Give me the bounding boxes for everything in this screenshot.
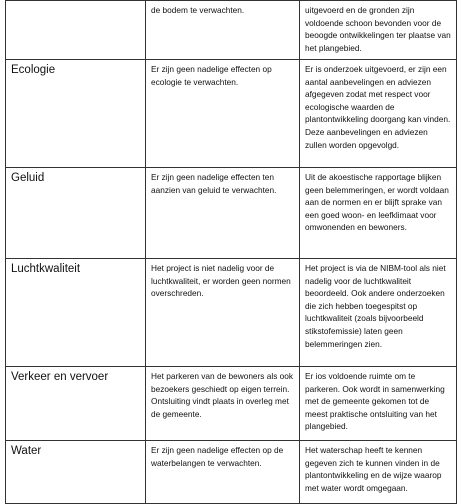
topic-cell: Verkeer en vervoer xyxy=(6,367,146,441)
table-row-water xyxy=(6,441,457,504)
result-cell: Er ios voldoende ruimte om te parkeren. Ook wordt in samenwerking met de gemeente gekomen tot de meest praktische ontsluiting van het plangebied. xyxy=(300,367,457,441)
effect-cell: de bodem te verwachten. xyxy=(146,1,300,60)
table-row-ecologie xyxy=(6,60,457,168)
effect-cell: Het parkeren van de bewoners als ook bezoekers geschiedt op eigen terrein. Ontsluiting vindt plaats in overleg met de gemeente. xyxy=(146,367,300,441)
effect-cell: Er zijn geen nadelige effecten op ecologie te verwachten. xyxy=(146,60,300,168)
effect-cell: Het project is niet nadelig voor de luchtkwaliteit, er worden geen normen overschreden. xyxy=(146,259,300,367)
topic-cell: Geluid xyxy=(6,168,146,259)
result-cell: Het waterschap heeft te kennen gegeven zich te kunnen vinden in de plantontwikkeling en de wijze waarop met water wordt omgegaan. xyxy=(300,441,457,504)
effect-cell: Er zijn geen nadelige effecten ten aanzien van geluid te verwachten. xyxy=(146,168,300,259)
result-cell: uitgevoerd en de gronden zijn voldoende schoon bevonden voor de beoogde ontwikkelingen ter plaatse van het plangebied. xyxy=(300,1,457,60)
table-row-luchtkwaliteit xyxy=(6,259,457,367)
table-row-verkeer-en-vervoer xyxy=(6,367,457,441)
result-cell: Uit de akoestische rapportage blijken geen belemmeringen, er wordt voldaan aan de normen en er blijft sprake van een goed woon- en leefklimaat voor omwonenden en bewoners. xyxy=(300,168,457,259)
table-row-geluid xyxy=(6,168,457,259)
topic-cell xyxy=(6,1,146,60)
result-cell: Er is onderzoek uitgevoerd, er zijn een aantal aanbevelingen en adviezen afgegeven zodat met respect voor ecologische waarden de plantontwikkeling doorgang kan vinden. Deze aanbevelingen en adviezen zullen worden opgevolgd. xyxy=(300,60,457,168)
environmental-aspects-table xyxy=(5,0,457,504)
table-row-bodem-continued xyxy=(6,1,457,60)
topic-cell: Water xyxy=(6,441,146,504)
result-cell: Het project is via de NIBM-tool als niet nadelig voor de luchtkwaliteit beoordeeld. Ook andere onderzoeken die zich hebben toegespitst op luchtkwaliteit (zoals bijvoorbeeld stikstofemissie) laten geen belemmeringen zien. xyxy=(300,259,457,367)
topic-cell: Ecologie xyxy=(6,60,146,168)
effect-cell: Er zijn geen nadelige effecten op de waterbelangen te verwachten. xyxy=(146,441,300,504)
topic-cell: Luchtkwaliteit xyxy=(6,259,146,367)
